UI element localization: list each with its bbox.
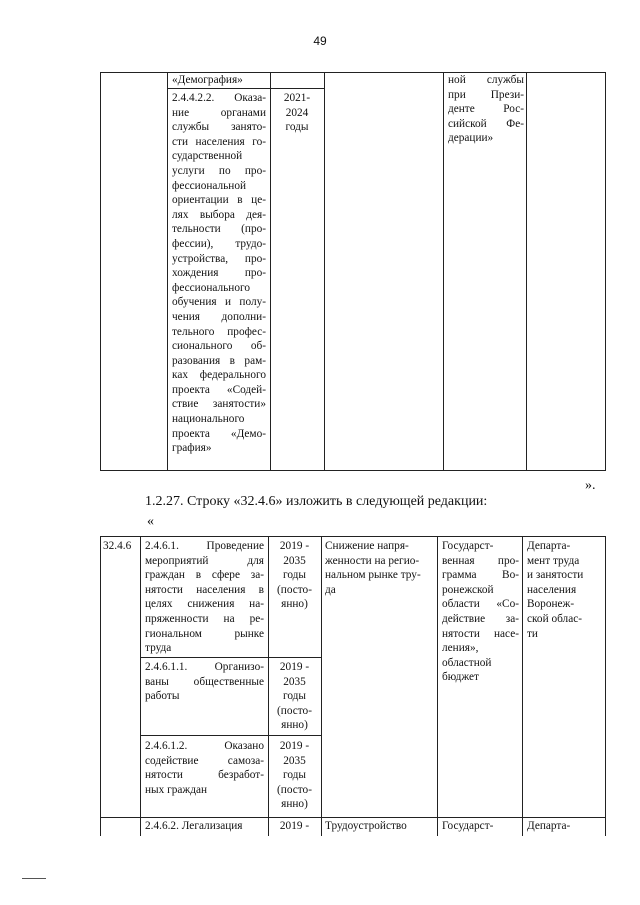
cell-line: бюджет — [442, 671, 479, 684]
cell-line: действие за- — [442, 612, 519, 625]
cell-line: сти населения го- — [172, 135, 266, 148]
t2-r4-period — [270, 819, 319, 834]
cell-line: области «Со- — [442, 598, 519, 611]
t2-r1-desc — [145, 539, 264, 656]
table1-vline — [324, 72, 325, 471]
cell-line: службы занято- — [172, 121, 266, 134]
cell-line: Департа- — [527, 540, 571, 552]
t1-row2-desc — [172, 91, 266, 456]
t2-funding — [442, 539, 519, 685]
table2-vline — [140, 536, 141, 836]
cell-line: нятости населения в — [145, 583, 264, 596]
t2-r3-period — [270, 739, 319, 812]
cell-line: 2019 - — [279, 661, 310, 673]
cell-line: Воронеж- — [527, 598, 575, 611]
cell-line: ках федерального — [172, 369, 266, 382]
cell-line: янно) — [281, 719, 308, 732]
cell-line: ствие занятости» — [172, 398, 266, 411]
cell-line: пряженности на ре- — [145, 612, 264, 625]
t2-r4-executor — [527, 819, 603, 834]
t1-row1-desc — [172, 73, 266, 88]
cell-line: ных граждан — [145, 783, 208, 796]
cell-line: Трудоустройство — [325, 820, 407, 832]
table1-vline — [443, 72, 444, 471]
cell-line: чения дополни- — [172, 310, 266, 323]
cell-line: (посто- — [277, 783, 312, 796]
table1-vline — [270, 72, 271, 471]
cell-line: 2.4.4.2.2. Оказа- — [172, 92, 266, 104]
cell-line: проекта «Содей- — [172, 383, 266, 396]
table2-vline — [268, 536, 269, 836]
cell-line: и занятости — [527, 569, 584, 582]
cell-line: ориентации в це- — [172, 194, 266, 207]
cell-line: денте Рос- — [448, 103, 524, 116]
cell-line: годы — [282, 690, 306, 703]
table1-vline — [167, 72, 168, 471]
cell-line: янно) — [281, 598, 308, 611]
cell-line: сударственной — [172, 150, 243, 163]
cell-line: (посто- — [277, 704, 312, 717]
cell-line: 2.4.6.2. Легализация — [145, 820, 243, 832]
table2-row-line — [140, 657, 322, 658]
cell-line: дерации» — [448, 132, 494, 145]
opening-quote: « — [147, 514, 154, 529]
footer-rule — [22, 878, 46, 879]
table1-vline — [605, 72, 606, 471]
cell-line: Департа- — [527, 820, 571, 832]
table2-vline — [605, 536, 606, 836]
table1-row1-line — [167, 88, 324, 89]
t2-r1-period — [270, 539, 319, 612]
cell-line: лях выбора дея- — [172, 208, 266, 221]
cell-line: 2024 — [285, 106, 309, 119]
cell-line: годы — [285, 121, 309, 134]
cell-line: Государст- — [442, 540, 494, 552]
cell-line: (посто- — [277, 583, 312, 596]
cell-line: проекта «Демо- — [172, 427, 266, 440]
cell-line: сийской Фе- — [448, 117, 524, 130]
cell-line: нятости насе- — [442, 627, 519, 640]
table2-vline — [100, 536, 101, 836]
table2-top-line — [100, 536, 605, 537]
t2-r3-desc — [145, 739, 264, 797]
cell-line: венная про- — [442, 554, 519, 567]
t2-executor — [527, 539, 603, 641]
t1-col5-text — [448, 73, 524, 146]
t2-r4-funding — [442, 819, 519, 834]
cell-line: годы — [282, 769, 306, 782]
cell-line: целях снижения на- — [145, 598, 264, 611]
cell-line: фессии), трудо- — [172, 237, 266, 250]
cell-line: 2.4.6.1.2. Оказано — [145, 740, 264, 752]
cell-line: графия» — [172, 442, 212, 455]
cell-line: ние органами — [172, 106, 266, 119]
cell-line: тельности (про- — [172, 223, 266, 236]
cell-line: мероприятий для — [145, 554, 264, 567]
cell-line: обучения и полу- — [172, 296, 266, 309]
cell-line: фессиональной — [172, 179, 247, 192]
t2-r2-desc — [145, 660, 264, 704]
cell-line: тельного профес- — [172, 325, 266, 338]
cell-line: устройства, про- — [172, 252, 266, 265]
cell-line: граждан в сфере за- — [145, 569, 264, 582]
cell-line: услуги по про- — [172, 164, 266, 177]
t2-code: 32.4.6 — [103, 540, 132, 552]
cell-line: ронежской — [442, 583, 494, 596]
cell-line: 2019 - — [279, 540, 310, 552]
cell-line: нальном рынке тру- — [325, 569, 421, 582]
cell-line: сионального об- — [172, 340, 266, 353]
t1-row2-period — [272, 91, 322, 135]
t2-result — [325, 539, 435, 597]
cell-line: ти — [527, 627, 538, 640]
t2-r4-result — [325, 819, 435, 834]
cell-line: фессионального — [172, 281, 250, 294]
cell-line: мент труда — [527, 554, 580, 567]
cell-line: населения — [527, 583, 577, 596]
cell-line: хождения про- — [172, 267, 266, 280]
cell-line: содействие самоза- — [145, 754, 264, 767]
cell-line: национального — [172, 413, 245, 426]
closing-quote: ». — [585, 478, 596, 493]
cell-line: при Прези- — [448, 88, 524, 101]
cell-line: труда — [145, 642, 172, 655]
cell-line: 2021- — [283, 92, 311, 104]
table1-bottom-line — [100, 470, 605, 471]
cell-line: нятости безработ- — [145, 769, 264, 782]
table2-row-line — [100, 817, 605, 818]
cell-line: ной службы — [448, 74, 524, 86]
cell-line: 2.4.6.1. Проведение — [145, 540, 264, 552]
t2-r2-period — [270, 660, 319, 733]
cell-line: ской облас- — [527, 612, 582, 625]
table2-row-line — [140, 735, 322, 736]
amendment-paragraph: 1.2.27. Строку «32.4.6» изложить в следующей редакции: — [145, 494, 488, 509]
cell-line: 2035 — [283, 675, 306, 688]
cell-line: Государст- — [442, 820, 494, 832]
cell-line: гиональном рынке — [145, 627, 264, 640]
cell-line: годы — [282, 569, 306, 582]
cell-line: ления», — [442, 642, 479, 655]
cell-line: 2.4.6.1.1. Организо- — [145, 661, 264, 673]
table1-vline — [526, 72, 527, 471]
cell-line: Снижение напря- — [325, 540, 409, 552]
cell-line: областной — [442, 656, 492, 669]
cell-line: разования в рам- — [172, 354, 266, 367]
cell-line: женности на регио- — [325, 554, 420, 567]
cell-line: работы — [145, 690, 180, 703]
cell-line: 2019 - — [279, 740, 310, 752]
table2-vline — [321, 536, 322, 836]
page-number: 49 — [313, 34, 327, 48]
table2-vline — [522, 536, 523, 836]
table2-vline — [437, 536, 438, 836]
t2-r4-desc — [145, 819, 266, 834]
cell-line: 2035 — [283, 754, 306, 767]
cell-line: «Демография» — [172, 74, 243, 86]
cell-line: янно) — [281, 798, 308, 811]
table1-vline — [100, 72, 101, 471]
cell-line: грамма Во- — [442, 569, 519, 582]
cell-line: да — [325, 583, 336, 596]
cell-line: 2019 - — [279, 820, 310, 832]
cell-line: 2035 — [283, 554, 306, 567]
cell-line: ваны общественные — [145, 675, 264, 688]
